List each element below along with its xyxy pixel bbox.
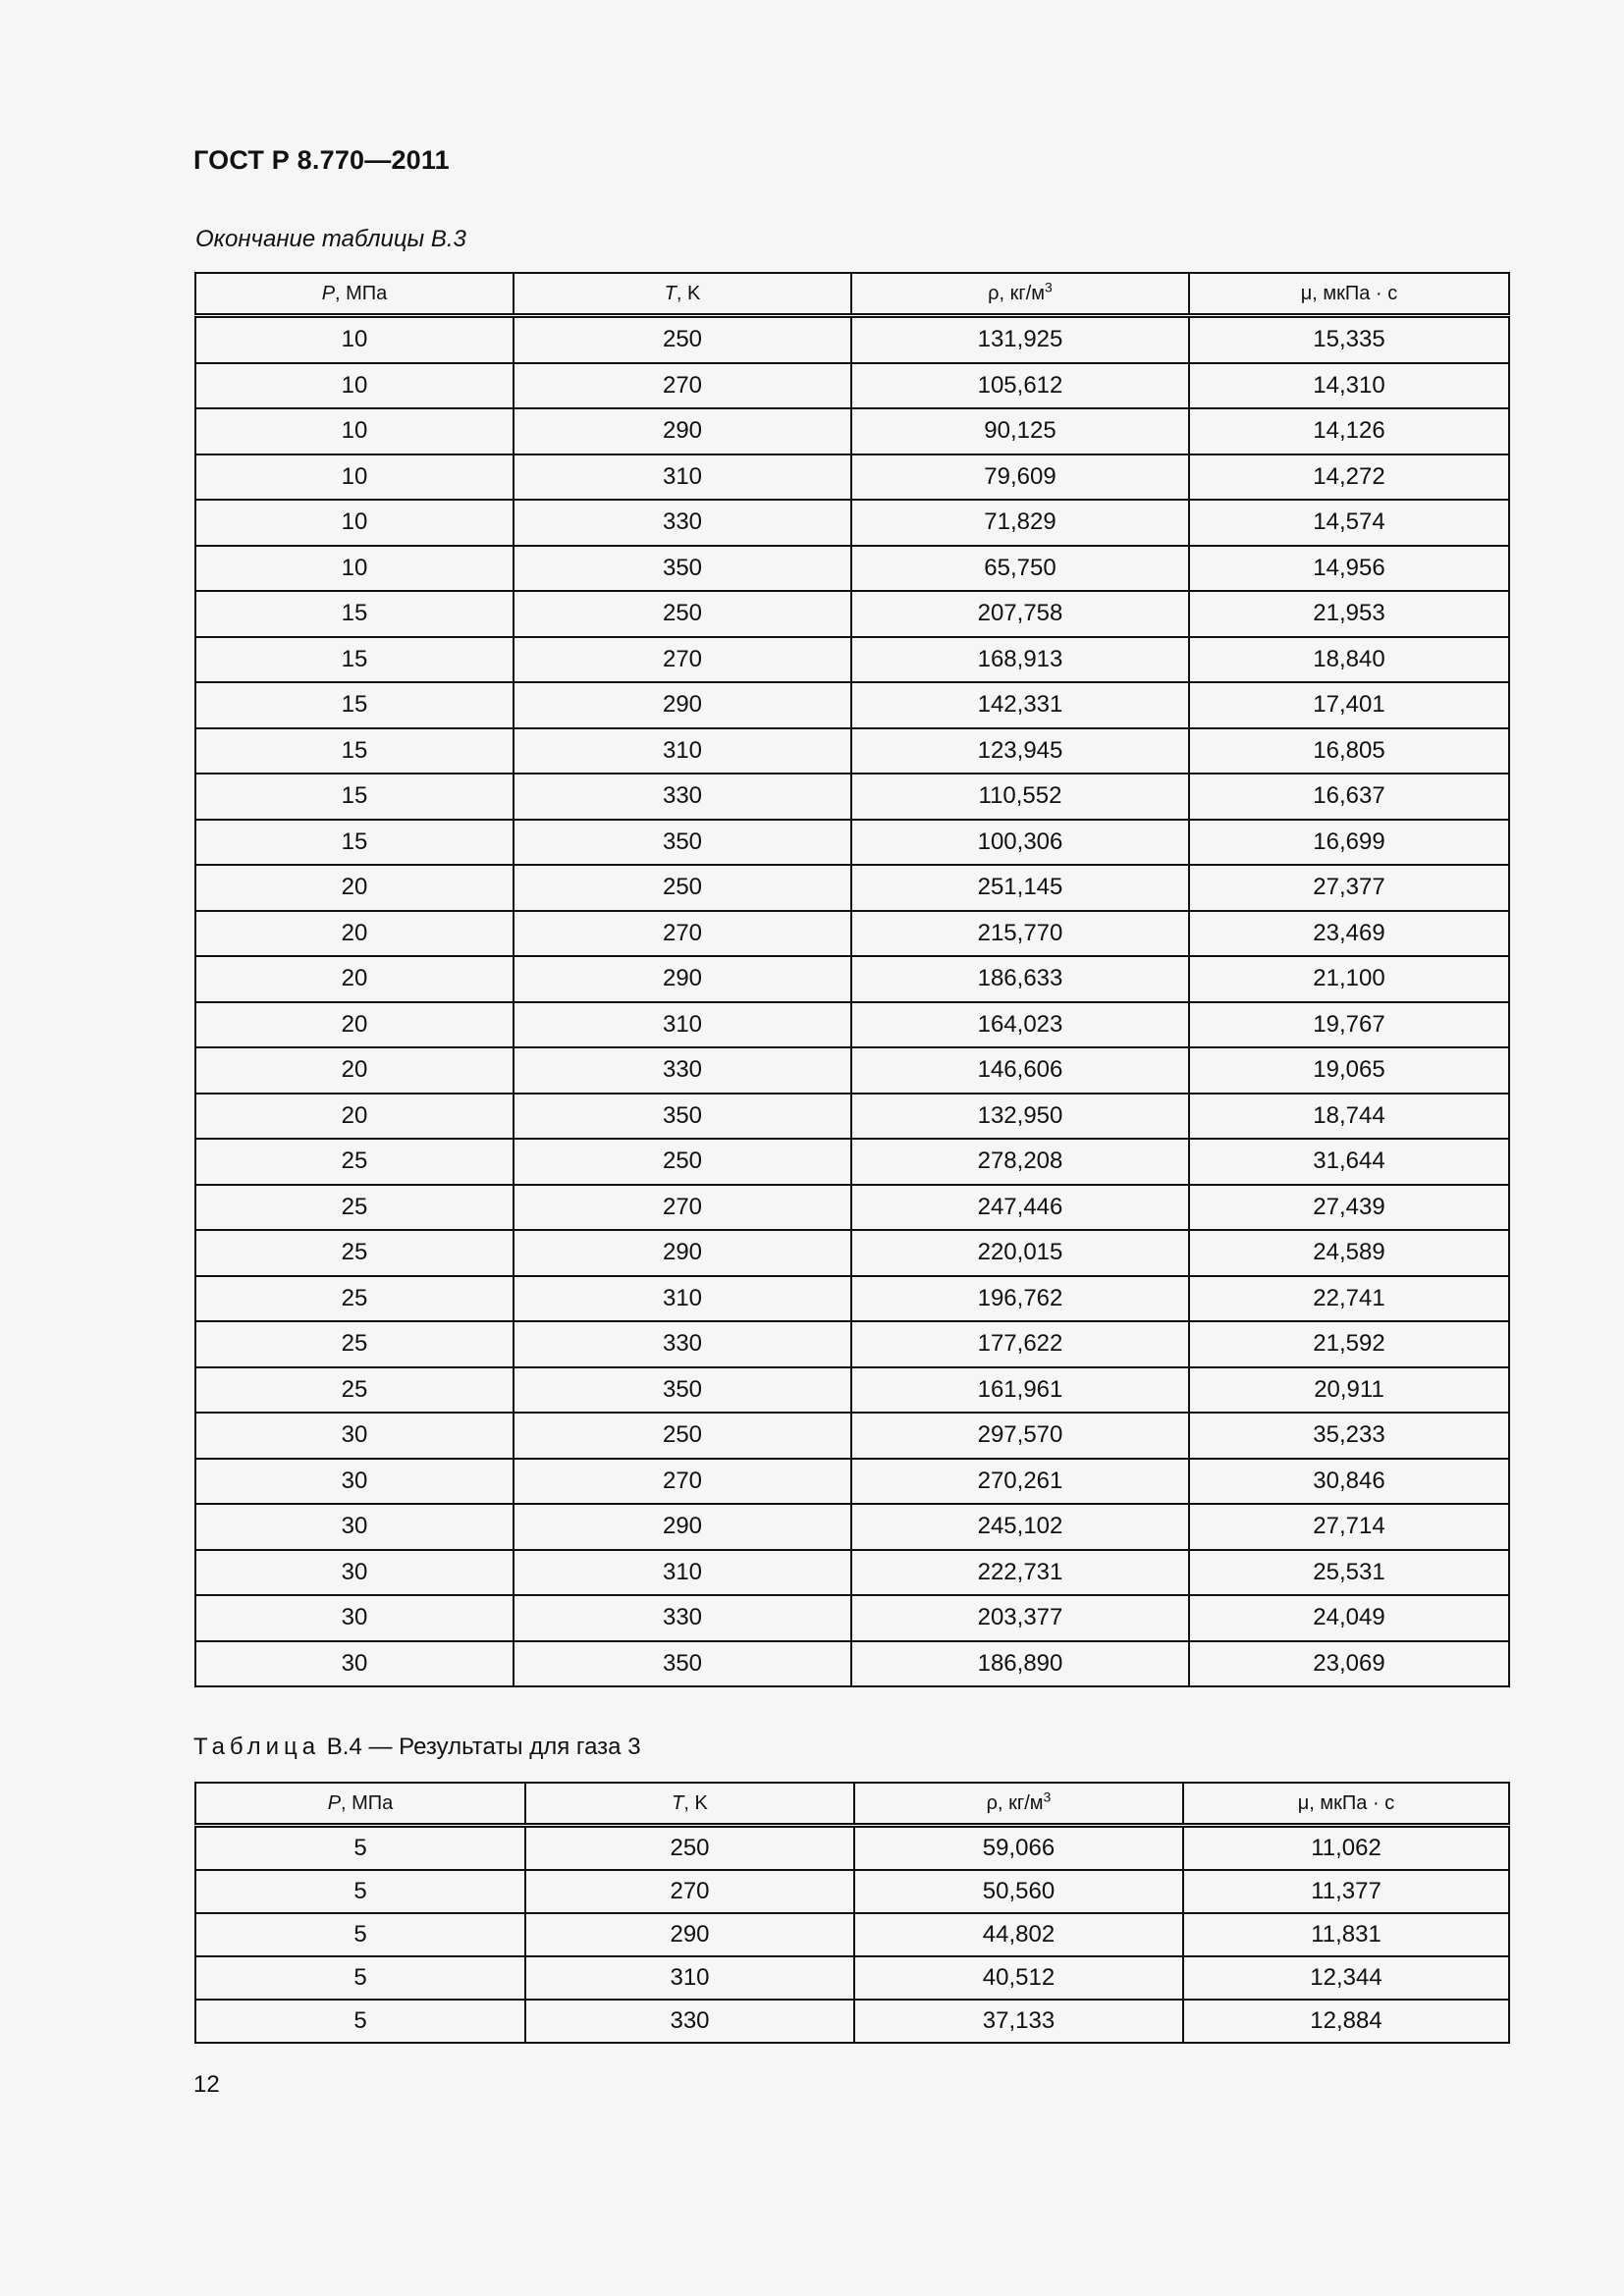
density-label: ρ, кг/м <box>986 1791 1044 1814</box>
cell-pressure: 30 <box>195 1413 514 1459</box>
cell-temperature: 290 <box>514 1230 851 1276</box>
cell-viscosity: 21,953 <box>1189 591 1509 637</box>
cell-viscosity: 11,377 <box>1183 1870 1509 1913</box>
cell-temperature: 290 <box>514 1504 851 1550</box>
cell-density: 186,890 <box>851 1641 1189 1687</box>
cell-density: 50,560 <box>854 1870 1183 1913</box>
cell-density: 186,633 <box>851 956 1189 1002</box>
cell-density: 251,145 <box>851 865 1189 911</box>
table-row <box>195 546 1509 592</box>
table-row <box>195 1139 1509 1185</box>
temperature-symbol: T <box>672 1791 684 1814</box>
cell-temperature: 270 <box>514 1459 851 1505</box>
table-row <box>195 1870 1509 1913</box>
cell-pressure: 10 <box>195 408 514 454</box>
cell-viscosity: 35,233 <box>1189 1413 1509 1459</box>
cell-viscosity: 11,062 <box>1183 1826 1509 1871</box>
cell-temperature: 310 <box>514 1276 851 1322</box>
cell-temperature: 270 <box>514 363 851 409</box>
cell-temperature: 330 <box>525 2000 854 2043</box>
table-row <box>195 500 1509 546</box>
cell-pressure: 25 <box>195 1321 514 1367</box>
cell-viscosity: 31,644 <box>1189 1139 1509 1185</box>
table-label: Таблица <box>193 1734 321 1760</box>
column-header-pressure <box>195 273 514 316</box>
table-row <box>195 1002 1509 1048</box>
cell-viscosity: 18,744 <box>1189 1094 1509 1140</box>
cell-viscosity: 21,592 <box>1189 1321 1509 1367</box>
cell-density: 177,622 <box>851 1321 1189 1367</box>
cell-temperature: 270 <box>525 1870 854 1913</box>
cell-viscosity: 19,767 <box>1189 1002 1509 1048</box>
table-row <box>195 820 1509 866</box>
table-b3 <box>194 272 1510 1687</box>
cell-density: 207,758 <box>851 591 1189 637</box>
cell-density: 59,066 <box>854 1826 1183 1871</box>
cell-viscosity: 16,637 <box>1189 774 1509 820</box>
density-label: ρ, кг/м <box>988 282 1046 304</box>
cell-pressure: 5 <box>195 1913 525 1956</box>
cell-pressure: 10 <box>195 500 514 546</box>
cell-viscosity: 27,714 <box>1189 1504 1509 1550</box>
table-row <box>195 1413 1509 1459</box>
table-header-row <box>195 1783 1509 1826</box>
cell-temperature: 310 <box>514 1002 851 1048</box>
cell-viscosity: 30,846 <box>1189 1459 1509 1505</box>
column-header-temperature <box>525 1783 854 1826</box>
cell-density: 65,750 <box>851 546 1189 592</box>
table-row <box>195 1913 1509 1956</box>
cell-temperature: 350 <box>514 1094 851 1140</box>
cell-temperature: 350 <box>514 820 851 866</box>
cell-pressure: 25 <box>195 1230 514 1276</box>
temperature-symbol: T <box>664 282 677 304</box>
cell-temperature: 350 <box>514 546 851 592</box>
table-row <box>195 728 1509 774</box>
cell-temperature: 330 <box>514 774 851 820</box>
cell-temperature: 290 <box>514 956 851 1002</box>
cell-viscosity: 19,065 <box>1189 1047 1509 1094</box>
cell-viscosity: 24,589 <box>1189 1230 1509 1276</box>
cell-density: 215,770 <box>851 911 1189 957</box>
cell-pressure: 10 <box>195 316 514 363</box>
cell-viscosity: 11,831 <box>1183 1913 1509 1956</box>
cell-density: 40,512 <box>854 1956 1183 2000</box>
table-row <box>195 408 1509 454</box>
column-header-viscosity: μ, мкПа · с <box>1189 273 1509 316</box>
cell-viscosity: 16,805 <box>1189 728 1509 774</box>
cell-viscosity: 14,272 <box>1189 454 1509 501</box>
cell-temperature: 250 <box>514 865 851 911</box>
table-row <box>195 1641 1509 1687</box>
cell-density: 146,606 <box>851 1047 1189 1094</box>
table-row <box>195 363 1509 409</box>
column-header-density <box>851 273 1189 316</box>
cell-density: 100,306 <box>851 820 1189 866</box>
table-row <box>195 911 1509 957</box>
cell-temperature: 330 <box>514 1595 851 1641</box>
cell-temperature: 310 <box>514 454 851 501</box>
cell-temperature: 310 <box>514 1550 851 1596</box>
cell-pressure: 25 <box>195 1367 514 1414</box>
cell-density: 44,802 <box>854 1913 1183 1956</box>
cell-temperature: 270 <box>514 637 851 683</box>
cell-density: 168,913 <box>851 637 1189 683</box>
cell-density: 123,945 <box>851 728 1189 774</box>
cell-viscosity: 17,401 <box>1189 682 1509 728</box>
cell-pressure: 10 <box>195 454 514 501</box>
cell-viscosity: 23,469 <box>1189 911 1509 957</box>
cell-viscosity: 24,049 <box>1189 1595 1509 1641</box>
cell-viscosity: 21,100 <box>1189 956 1509 1002</box>
cell-pressure: 10 <box>195 363 514 409</box>
cell-temperature: 350 <box>514 1367 851 1414</box>
cell-temperature: 310 <box>514 728 851 774</box>
cell-pressure: 30 <box>195 1641 514 1687</box>
table-row <box>195 1956 1509 2000</box>
cell-density: 132,950 <box>851 1094 1189 1140</box>
table-row <box>195 1367 1509 1414</box>
cell-pressure: 20 <box>195 956 514 1002</box>
cell-temperature: 250 <box>514 591 851 637</box>
cell-viscosity: 14,574 <box>1189 500 1509 546</box>
density-exponent: 3 <box>1045 278 1053 294</box>
table-row <box>195 1595 1509 1641</box>
cell-pressure: 20 <box>195 911 514 957</box>
table-row <box>195 1550 1509 1596</box>
cell-pressure: 20 <box>195 1002 514 1048</box>
cell-density: 105,612 <box>851 363 1189 409</box>
cell-pressure: 5 <box>195 1826 525 1871</box>
cell-temperature: 310 <box>525 1956 854 2000</box>
cell-pressure: 30 <box>195 1504 514 1550</box>
table-b3-body <box>195 316 1509 1687</box>
document-header: ГОСТ Р 8.770—2011 <box>193 145 450 175</box>
cell-density: 247,446 <box>851 1185 1189 1231</box>
cell-pressure: 25 <box>195 1185 514 1231</box>
table-row <box>195 1321 1509 1367</box>
cell-pressure: 30 <box>195 1595 514 1641</box>
cell-density: 90,125 <box>851 408 1189 454</box>
table-row <box>195 637 1509 683</box>
cell-density: 245,102 <box>851 1504 1189 1550</box>
pressure-symbol: P <box>321 282 336 304</box>
cell-pressure: 30 <box>195 1550 514 1596</box>
cell-temperature: 350 <box>514 1641 851 1687</box>
cell-temperature: 250 <box>514 1139 851 1185</box>
cell-pressure: 15 <box>195 682 514 728</box>
cell-temperature: 250 <box>514 316 851 363</box>
cell-viscosity: 18,840 <box>1189 637 1509 683</box>
cell-viscosity: 16,699 <box>1189 820 1509 866</box>
cell-density: 203,377 <box>851 1595 1189 1641</box>
cell-density: 79,609 <box>851 454 1189 501</box>
table-row <box>195 1230 1509 1276</box>
table-row <box>195 2000 1509 2043</box>
cell-density: 222,731 <box>851 1550 1189 1596</box>
table-b4-body <box>195 1826 1509 2044</box>
cell-pressure: 30 <box>195 1459 514 1505</box>
table-row <box>195 1504 1509 1550</box>
cell-density: 196,762 <box>851 1276 1189 1322</box>
cell-temperature: 330 <box>514 500 851 546</box>
page-number: 12 <box>193 2071 220 2098</box>
cell-pressure: 15 <box>195 728 514 774</box>
table-row <box>195 865 1509 911</box>
cell-viscosity: 12,884 <box>1183 2000 1509 2043</box>
cell-pressure: 15 <box>195 820 514 866</box>
cell-viscosity: 25,531 <box>1189 1550 1509 1596</box>
cell-viscosity: 27,377 <box>1189 865 1509 911</box>
cell-density: 270,261 <box>851 1459 1189 1505</box>
cell-density: 164,023 <box>851 1002 1189 1048</box>
table-row <box>195 1185 1509 1231</box>
cell-density: 161,961 <box>851 1367 1189 1414</box>
table-row <box>195 591 1509 637</box>
cell-pressure: 15 <box>195 637 514 683</box>
column-header-viscosity: μ, мкПа · с <box>1183 1783 1509 1826</box>
cell-temperature: 330 <box>514 1047 851 1094</box>
temperature-unit: , K <box>676 282 701 304</box>
cell-temperature: 290 <box>525 1913 854 1956</box>
cell-density: 131,925 <box>851 316 1189 363</box>
cell-viscosity: 14,126 <box>1189 408 1509 454</box>
cell-temperature: 250 <box>514 1413 851 1459</box>
cell-viscosity: 14,956 <box>1189 546 1509 592</box>
table-header-row <box>195 273 1509 316</box>
cell-viscosity: 15,335 <box>1189 316 1509 363</box>
cell-pressure: 15 <box>195 591 514 637</box>
cell-pressure: 25 <box>195 1139 514 1185</box>
cell-density: 278,208 <box>851 1139 1189 1185</box>
pressure-unit: , МПа <box>341 1791 394 1814</box>
cell-temperature: 270 <box>514 1185 851 1231</box>
cell-density: 142,331 <box>851 682 1189 728</box>
cell-viscosity: 23,069 <box>1189 1641 1509 1687</box>
table-row <box>195 956 1509 1002</box>
cell-pressure: 5 <box>195 1870 525 1913</box>
cell-temperature: 270 <box>514 911 851 957</box>
cell-density: 71,829 <box>851 500 1189 546</box>
cell-viscosity: 20,911 <box>1189 1367 1509 1414</box>
table-b4-caption <box>193 1734 641 1761</box>
cell-pressure: 20 <box>195 865 514 911</box>
cell-pressure: 5 <box>195 1956 525 2000</box>
cell-pressure: 20 <box>195 1094 514 1140</box>
table-b4-title: В.4 — Результаты для газа 3 <box>320 1734 641 1760</box>
column-header-density <box>854 1783 1183 1826</box>
cell-temperature: 290 <box>514 408 851 454</box>
cell-pressure: 5 <box>195 2000 525 2043</box>
cell-density: 37,133 <box>854 2000 1183 2043</box>
cell-temperature: 250 <box>525 1826 854 1871</box>
table-row <box>195 1826 1509 1871</box>
column-header-temperature <box>514 273 851 316</box>
table-row <box>195 1459 1509 1505</box>
table-row <box>195 454 1509 501</box>
cell-density: 110,552 <box>851 774 1189 820</box>
table-row <box>195 1047 1509 1094</box>
cell-pressure: 15 <box>195 774 514 820</box>
table-row <box>195 774 1509 820</box>
table-row <box>195 316 1509 363</box>
cell-pressure: 10 <box>195 546 514 592</box>
cell-pressure: 20 <box>195 1047 514 1094</box>
cell-temperature: 330 <box>514 1321 851 1367</box>
cell-temperature: 290 <box>514 682 851 728</box>
cell-density: 297,570 <box>851 1413 1189 1459</box>
cell-pressure: 25 <box>195 1276 514 1322</box>
cell-viscosity: 27,439 <box>1189 1185 1509 1231</box>
cell-viscosity: 14,310 <box>1189 363 1509 409</box>
pressure-unit: , МПа <box>335 282 388 304</box>
table-row <box>195 682 1509 728</box>
column-header-pressure <box>195 1783 525 1826</box>
density-exponent: 3 <box>1043 1788 1052 1804</box>
cell-density: 220,015 <box>851 1230 1189 1276</box>
table-row <box>195 1094 1509 1140</box>
table-b3-caption: Окончание таблицы В.3 <box>195 226 466 252</box>
table-row <box>195 1276 1509 1322</box>
pressure-symbol: P <box>327 1791 342 1814</box>
temperature-unit: , K <box>683 1791 708 1814</box>
cell-viscosity: 12,344 <box>1183 1956 1509 2000</box>
cell-viscosity: 22,741 <box>1189 1276 1509 1322</box>
table-b4 <box>194 1782 1510 2044</box>
